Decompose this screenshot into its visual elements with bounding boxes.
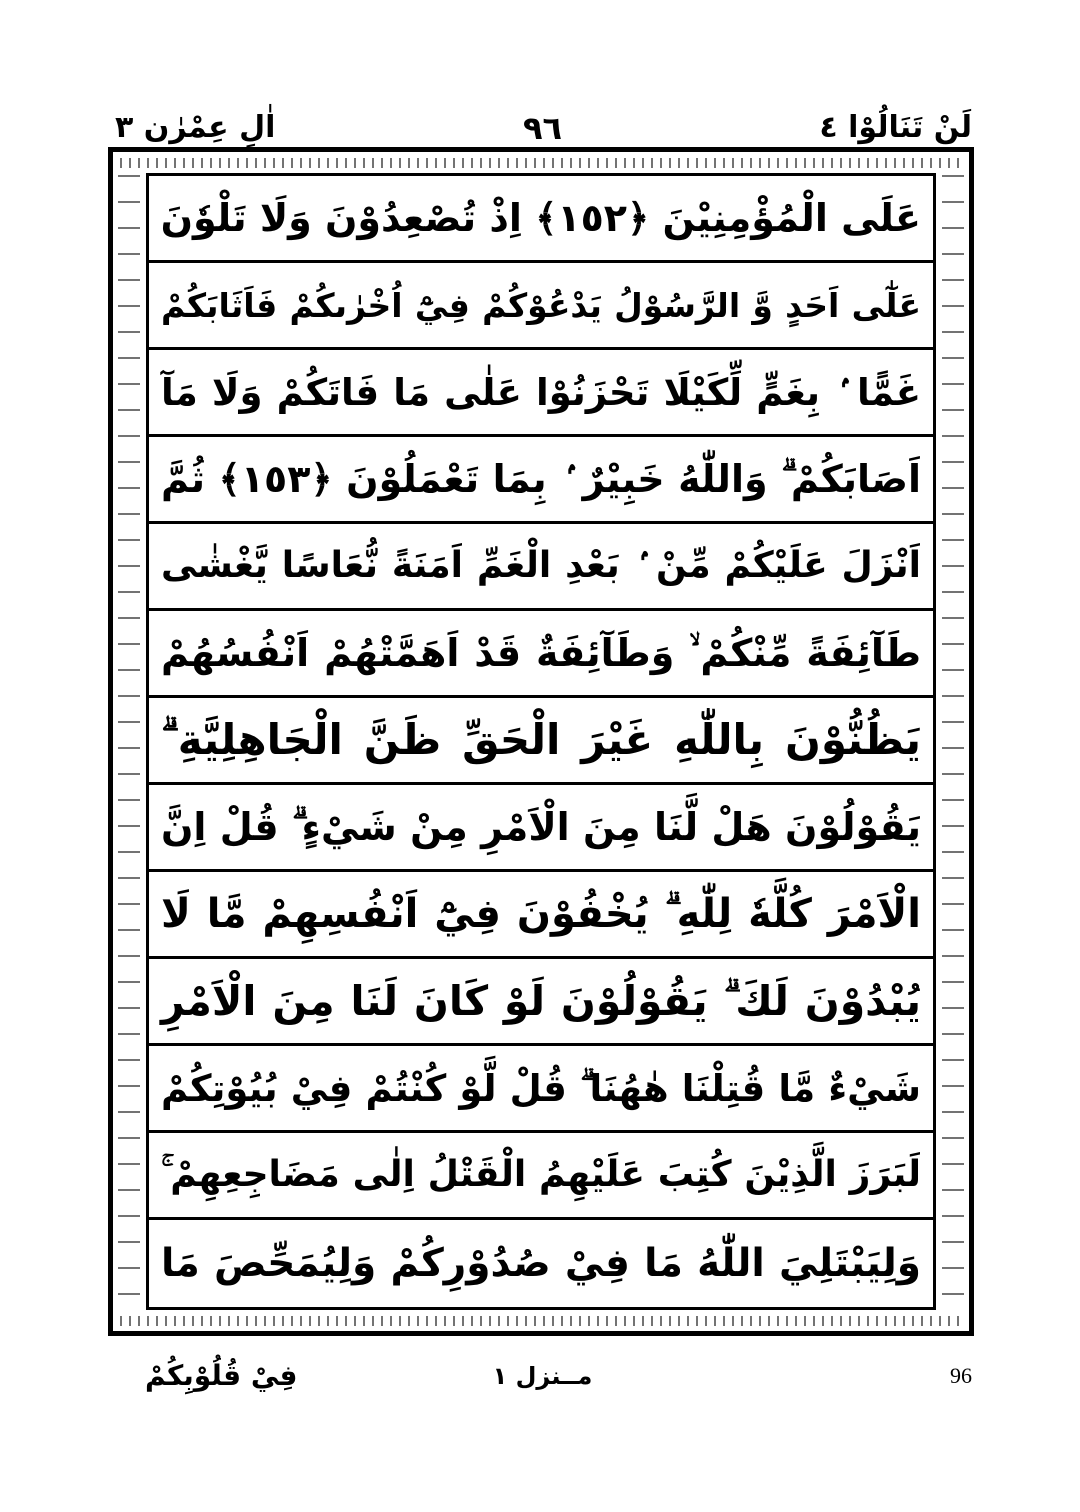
verse-line [149,785,933,872]
verse-line [149,1046,933,1133]
verse-text: عَلٰٓى اَحَدٍ وَّ الرَّسُوْلُ يَدْعُوْكُمْ فِيْٓ اُخْرٰىكُمْ فَاَثَابَكُمْ [161,285,921,325]
verse-line [149,1133,933,1220]
page-number: 96 [950,1363,972,1388]
verse-text: غَمًّا ۢ بِغَمٍّ لِّكَيْلَا تَحْزَنُوْا عَلٰى مَا فَاتَكُمْ وَلَا مَآ [161,370,921,414]
ornament-top [120,158,962,168]
verse-text: عَلَى الْمُؤْمِنِيْنَ ﴿١٥٢﴾ اِذْ تُصْعِدُوْنَ وَلَا تَلْوٗنَ [160,196,921,240]
verse-text: يَقُوْلُوْنَ هَلْ لَّنَا مِنَ الْاَمْرِ مِنْ شَيْءٍ ۗ قُلْ اِنَّ [161,805,921,849]
ornament-left [118,175,140,1307]
verse-line [149,698,933,785]
verse-text: الْاَمْرَ كُلَّهٗ لِلّٰهِ ۗ يُخْفُوْنَ فِيْٓ اَنْفُسِهِمْ مَّا لَا [161,891,921,937]
verse-text: طَآئِفَةً مِّنْكُمْ ۙ وَطَآئِفَةٌ قَدْ اَهَمَّتْهُمْ اَنْفُسُهُمْ [161,631,921,675]
surah-name: اٰلِ عِمْرٰن ٣ [115,110,276,145]
verse-line [149,263,933,350]
verse-text: لَبَرَزَ الَّذِيْنَ كُتِبَ عَلَيْهِمُ الْقَتْلُ اِلٰى مَضَاجِعِهِمْ ۚ [161,1154,921,1195]
verse-line [149,959,933,1046]
verse-line [149,437,933,524]
ornament-bottom [120,1316,962,1326]
verse-line [149,611,933,698]
catchword: فِيْ قُلُوْبِكُمْ [145,1359,298,1392]
verse-line [149,176,933,263]
ornament-right [942,175,964,1307]
page-footer [105,1346,980,1406]
verse-text: شَيْءٌ مَّا قُتِلْنَا هٰهُنَا ۗ قُلْ لَّوْ كُنْتُمْ فِيْ بُيُوْتِكُمْ [161,1066,921,1110]
verse-line [149,1220,933,1307]
verse-text: اَنْزَلَ عَلَيْكُمْ مِّنْ ۢ بَعْدِ الْغَمِّ اَمَنَةً نُّعَاسًا يَّغْشٰى [161,545,921,586]
verse-line [149,350,933,437]
verse-lines [149,176,933,1307]
verse-text: وَلِيَبْتَلِيَ اللّٰهُ مَا فِيْ صُدُوْرِكُمْ وَلِيُمَحِّصَ مَا [161,1241,921,1286]
page-header [105,106,980,150]
verse-line [149,872,933,959]
verse-text: يَظُنُّوْنَ بِاللّٰهِ غَيْرَ الْحَقِّ ظَنَّ الْجَاهِلِيَّةِ ۗ [161,715,921,764]
verse-text: يُبْدُوْنَ لَكَ ۗ يَقُوْلُوْنَ لَوْ كَانَ لَنَا مِنَ الْاَمْرِ [161,976,921,1025]
verse-text: اَصَابَكُمْ ۗ وَاللّٰهُ خَبِيْرٌ ۢ بِمَا تَعْمَلُوْنَ ﴿١٥٣﴾ ثُمَّ [161,457,921,501]
page-number-arabic: ٩٦ [522,109,563,147]
juz-name: لَنْ تَنَالُوْا ٤ [819,110,972,145]
verse-line [149,524,933,611]
manzil-label: مــنزل ١ [492,1362,593,1390]
